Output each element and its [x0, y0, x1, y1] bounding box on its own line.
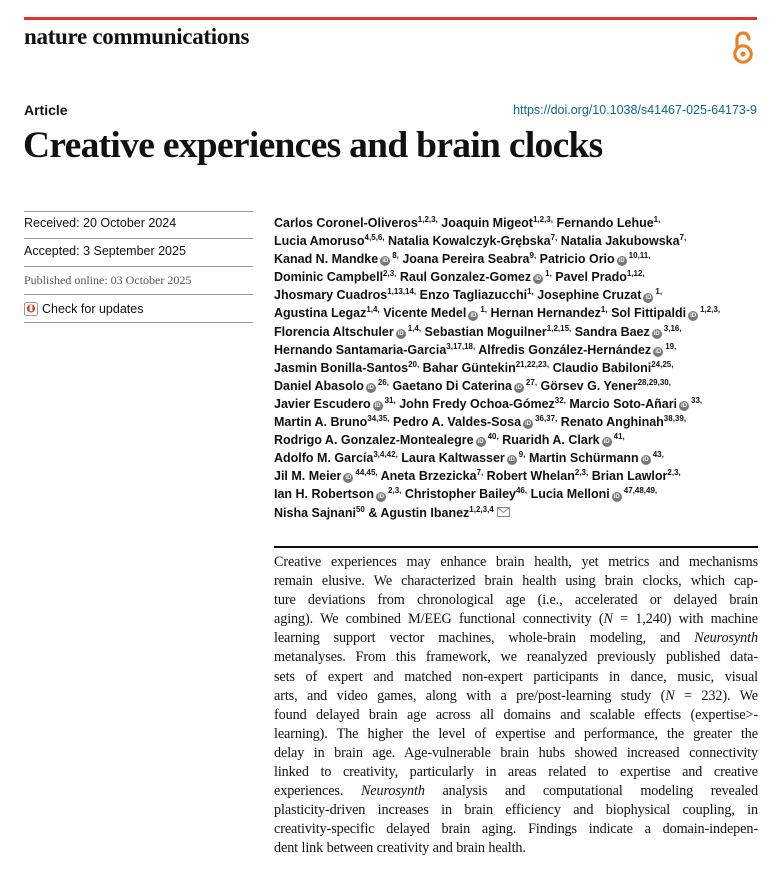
orcid-icon[interactable]: iD	[374, 403, 381, 410]
divider	[24, 294, 253, 295]
received-date: Received: 20 October 2024	[24, 216, 177, 230]
author-line: Jil M. Meier $iD^{44,45,}$ Aneta Brzezicka$^{7,}$ Robert Whelan$^{2,3,}$ Brian Lawlor$^{2,3,}$	[274, 468, 681, 484]
author-line: Lucia Amoruso$^{4,5,6,}$ Natalia Kowalczyk-Grębska$^{7,}$ Natalia Jakubowska$^{7,}$	[274, 233, 687, 249]
orcid-icon[interactable]: iD	[535, 276, 542, 283]
orcid-icon[interactable]: iD	[613, 493, 620, 500]
author-list	[274, 211, 758, 519]
abstract-line: remain elusive. We characterized brain health using brain clocks, which cap-	[274, 573, 758, 590]
orcid-icon[interactable]: iD	[642, 457, 649, 464]
orcid-icon[interactable]: iD	[681, 403, 688, 410]
journal-name: nature communications	[24, 24, 250, 49]
abstract-line: aging). We combined M/EEG functional connectivity (N = 1,240) with machine	[274, 611, 758, 628]
check-updates-button[interactable]	[24, 302, 253, 316]
orcid-icon[interactable]: iD	[470, 312, 477, 319]
check-updates-label: Check for updates	[42, 302, 144, 316]
author-line: Dominic Campbell$^{2,3,}$ Raul Gonzalez-Gomez $iD^{1,}$ Pavel Prado$^{1,12,}$	[274, 269, 645, 285]
open-access-icon[interactable]	[729, 29, 757, 65]
orcid-icon[interactable]: iD	[603, 439, 610, 446]
abstract-line: found delayed brain age across all domains and scalable effects (expertise>-	[274, 706, 758, 723]
abstract-line: learning). The higher the level of expertise and performance, the greater the	[274, 725, 758, 742]
author-line: Javier Escudero $iD^{31,}$ John Fredy Ochoa-Gómez$^{32,}$ Marcio Soto-Añari $iD^{33,}$	[274, 395, 703, 412]
author-line: Jhosmary Cuadros$^{1,13,14,}$ Enzo Tagliazucchi$^{1,}$ Josephine Cruzat $iD^{1,}$	[274, 287, 663, 303]
orcid-icon[interactable]: iD	[645, 294, 652, 301]
header-accent-rule	[24, 17, 757, 20]
orcid-icon[interactable]: iD	[618, 258, 625, 265]
orcid-icon[interactable]: iD	[508, 457, 515, 464]
abstract	[274, 553, 758, 859]
divider	[24, 238, 253, 239]
abstract-line: sets of expert and matched non-expert participants in dance, music, visual	[274, 668, 758, 685]
divider	[24, 322, 253, 323]
orcid-icon[interactable]: iD	[382, 258, 389, 265]
author-line: Jasmin Bonilla-Santos$^{20,}$ Bahar Güntekin$^{21,22,23,}$ Claudio Babiloni$^{24,25,}$	[274, 359, 674, 375]
published-date: Published online: 03 October 2025	[24, 273, 192, 287]
author-line: Rodrigo A. Gonzalez-Montealegre $iD^{40,}$ Ruaridh A. Clark $iD^{41,}$	[274, 432, 625, 448]
orcid-icon[interactable]: iD	[367, 385, 374, 391]
abstract-line: dent link between creativity and brain health.	[274, 840, 526, 857]
author-line: Daniel Abasolo $iD^{26,}$ Gaetano Di Caterina $iD^{27,}$ Görsev G. Yener$^{28,29,30,}$	[274, 377, 671, 393]
author-line: Martin A. Bruno$^{34,35,}$ Pedro A. Valdes-Sosa $iD^{36,37,}$ Renato Anghinah$^{38,39,}$	[274, 414, 687, 430]
orcid-icon[interactable]: iD	[655, 348, 662, 355]
abstract-rule	[274, 546, 758, 548]
author-line: Kanad N. Mandke $iD^{8,}$ Joana Pereira Seabra$^{9,}$ Patricio Orio $iD^{10,11,}$	[274, 251, 651, 267]
author-line: Adolfo M. García$^{3,4,42,}$ Laura Kaltwasser $iD^{9,}$ Martin Schürmann $iD^{43,}$	[274, 450, 664, 466]
orcid-icon[interactable]: iD	[477, 439, 484, 446]
abstract-line: plasticity-driven increases in brain efficiency and biophysical coupling, in	[274, 802, 758, 819]
abstract-line: experiences. Neurosynth analysis and computational modeling revealed	[274, 783, 758, 800]
author-line: Nisha Sajnani$^{50}$ & Agustin Ibanez$^{1,2,3,4}$	[274, 501, 758, 519]
orcid-icon[interactable]: iD	[690, 312, 697, 319]
author-line: Carlos Coronel-Oliveros$^{1,2,3,}$ Joaquin Migeot$^{1,2,3,}$ Fernando Lehue$^{1,}$	[274, 215, 661, 231]
abstract-line: linked to creativity, particularly in areas related to expertise and creative	[274, 764, 758, 781]
author-line: Hernando Santamaria-Garcia$^{3,17,18,}$ Alfredis González-Hernández $iD^{19,}$	[274, 341, 677, 357]
article-type: Article	[24, 102, 68, 118]
check-updates-icon	[24, 302, 38, 316]
author-line: Agustina Legaz$^{1,4,}$ Vicente Medel $iD^{1,}$ Hernan Hernandez$^{1,}$ Sol Fittipaldi $iD^{1,2,3,}$	[274, 305, 721, 321]
orcid-icon[interactable]: iD	[653, 330, 660, 337]
divider	[24, 211, 253, 212]
accepted-date: Accepted: 3 September 2025	[24, 244, 186, 258]
abstract-line: creativity-specific delayed brain aging. Findings indicate a domain-indepen-	[274, 821, 758, 838]
orcid-icon[interactable]: iD	[345, 475, 352, 482]
abstract-line: ture deviations from chronological age (i.e., accelerated or delayed brain	[274, 592, 758, 609]
orcid-icon[interactable]: iD	[397, 330, 404, 337]
orcid-icon[interactable]: iD	[525, 421, 532, 428]
divider	[24, 266, 253, 267]
abstract-line: delay in brain age. Age-vulnerable brain hubs showed increased connectivity	[274, 744, 758, 761]
abstract-line: Creative experiences may enhance brain health, yet metrics and mechanisms	[274, 554, 758, 570]
orcid-icon[interactable]: iD	[515, 385, 522, 391]
email-icon[interactable]	[497, 507, 510, 517]
doi-link[interactable]: https://doi.org/10.1038/s41467-025-64173-9	[513, 103, 757, 117]
author-line: Florencia Altschuler $iD^{1,4,}$ Sebastian Moguilner$^{1,2,15,}$ Sandra Baez $iD^{3,16,}$	[274, 323, 682, 339]
orcid-icon[interactable]: iD	[378, 493, 385, 500]
abstract-line: arts, and video games, along with a pre/post-learning study (N = 232). We	[274, 687, 759, 704]
article-title: Creative experiences and brain clocks	[23, 125, 603, 166]
abstract-line: metanalyses. From this framework, we reanalyzed previously published data-	[274, 649, 758, 666]
abstract-line: learning support vector machines, whole-brain modeling, and Neurosynth	[274, 630, 758, 647]
author-line: Ian H. Robertson $iD^{2,3,}$ Christopher Bailey$^{46,}$ Lucia Melloni $iD^{47,48,49,}$	[274, 486, 658, 502]
